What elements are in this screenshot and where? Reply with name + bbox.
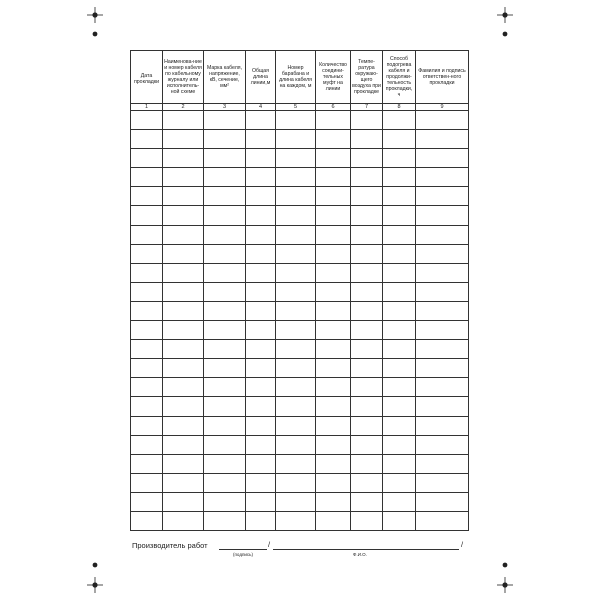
table-cell[interactable] bbox=[276, 301, 316, 320]
table-cell[interactable] bbox=[351, 301, 383, 320]
table-cell[interactable] bbox=[246, 473, 276, 492]
table-row bbox=[131, 435, 469, 454]
table-cell[interactable] bbox=[351, 168, 383, 187]
column-number: 3 bbox=[204, 104, 246, 111]
table-cell[interactable] bbox=[246, 397, 276, 416]
table-cell[interactable] bbox=[276, 321, 316, 340]
blank-rows bbox=[131, 111, 469, 531]
table-row bbox=[131, 492, 469, 511]
table-cell[interactable] bbox=[204, 149, 246, 168]
table-row bbox=[131, 301, 469, 320]
table-cell[interactable] bbox=[351, 263, 383, 282]
col-header-responsible: Фамилия и подпись ответствен-ного прокладки bbox=[416, 51, 469, 104]
table-cell[interactable] bbox=[131, 111, 163, 130]
corner-dot-bottom-right bbox=[502, 562, 508, 568]
table-cell[interactable] bbox=[351, 435, 383, 454]
table-row bbox=[131, 168, 469, 187]
table-cell[interactable] bbox=[416, 397, 469, 416]
table-cell[interactable] bbox=[351, 511, 383, 530]
table-cell[interactable] bbox=[163, 321, 204, 340]
table-cell[interactable] bbox=[351, 130, 383, 149]
col-header-drum-number: Номер барабана и длина кабеля на каждом, м bbox=[276, 51, 316, 104]
table-cell[interactable] bbox=[204, 378, 246, 397]
table-cell[interactable] bbox=[163, 416, 204, 435]
table-cell[interactable] bbox=[131, 244, 163, 263]
table-cell[interactable] bbox=[383, 168, 416, 187]
table-cell[interactable] bbox=[276, 340, 316, 359]
table-cell[interactable] bbox=[383, 511, 416, 530]
table-cell[interactable] bbox=[416, 244, 469, 263]
table-cell[interactable] bbox=[416, 492, 469, 511]
table-cell[interactable] bbox=[204, 244, 246, 263]
table-cell[interactable] bbox=[246, 263, 276, 282]
table-cell[interactable] bbox=[131, 435, 163, 454]
table-cell[interactable] bbox=[204, 225, 246, 244]
col-header-cable-name: Наименова-ние и номер кабеля по кабельному журналу или исполнитель-ной схеме bbox=[163, 51, 204, 104]
table-cell[interactable] bbox=[163, 378, 204, 397]
table-row bbox=[131, 454, 469, 473]
table-cell[interactable] bbox=[383, 378, 416, 397]
table-cell[interactable] bbox=[163, 187, 204, 206]
table-cell[interactable] bbox=[246, 187, 276, 206]
table-cell[interactable] bbox=[351, 225, 383, 244]
table-cell[interactable] bbox=[383, 225, 416, 244]
col-header-cable-brand: Марка кабеля, напряжение, кВ, сечение, мм² bbox=[204, 51, 246, 104]
table-row bbox=[131, 321, 469, 340]
table-cell[interactable] bbox=[204, 206, 246, 225]
table-cell[interactable] bbox=[316, 473, 351, 492]
table-cell[interactable] bbox=[246, 511, 276, 530]
table-cell[interactable] bbox=[276, 149, 316, 168]
table-cell[interactable] bbox=[163, 282, 204, 301]
table-cell[interactable] bbox=[204, 416, 246, 435]
table-cell[interactable] bbox=[163, 397, 204, 416]
table-cell[interactable] bbox=[383, 187, 416, 206]
table-cell[interactable] bbox=[204, 397, 246, 416]
table-cell[interactable] bbox=[131, 187, 163, 206]
signature-block bbox=[130, 541, 475, 561]
table-cell[interactable] bbox=[246, 168, 276, 187]
column-number: 6 bbox=[316, 104, 351, 111]
table-row bbox=[131, 282, 469, 301]
column-number: 1 bbox=[131, 104, 163, 111]
table-cell[interactable] bbox=[246, 378, 276, 397]
table-row bbox=[131, 206, 469, 225]
col-header-heating: Способ подогрева кабеля и продолжи-тельность прокладки, ч bbox=[383, 51, 416, 104]
table-cell[interactable] bbox=[351, 454, 383, 473]
table-cell[interactable] bbox=[204, 301, 246, 320]
table-cell[interactable] bbox=[131, 359, 163, 378]
table-cell[interactable] bbox=[131, 130, 163, 149]
crop-mark-bottom-right bbox=[497, 577, 513, 593]
table-cell[interactable] bbox=[276, 282, 316, 301]
table-cell[interactable] bbox=[163, 263, 204, 282]
table-cell[interactable] bbox=[383, 130, 416, 149]
table-cell[interactable] bbox=[351, 149, 383, 168]
table-cell[interactable] bbox=[246, 244, 276, 263]
table-cell[interactable] bbox=[276, 511, 316, 530]
table-cell[interactable] bbox=[163, 340, 204, 359]
table-cell[interactable] bbox=[416, 473, 469, 492]
crop-mark-bottom-left bbox=[87, 577, 103, 593]
column-number-row bbox=[131, 104, 469, 111]
table-cell[interactable] bbox=[316, 149, 351, 168]
table-cell[interactable] bbox=[316, 435, 351, 454]
table-cell[interactable] bbox=[163, 301, 204, 320]
table-cell[interactable] bbox=[131, 282, 163, 301]
table-row bbox=[131, 244, 469, 263]
table-cell[interactable] bbox=[131, 263, 163, 282]
table-cell[interactable] bbox=[316, 416, 351, 435]
table-cell[interactable] bbox=[246, 282, 276, 301]
table-cell[interactable] bbox=[163, 111, 204, 130]
table-cell[interactable] bbox=[416, 454, 469, 473]
table-cell[interactable] bbox=[163, 206, 204, 225]
table-cell[interactable] bbox=[351, 340, 383, 359]
table-cell[interactable] bbox=[204, 473, 246, 492]
table-cell[interactable] bbox=[276, 492, 316, 511]
column-number: 5 bbox=[276, 104, 316, 111]
table-cell[interactable] bbox=[416, 340, 469, 359]
table-cell[interactable] bbox=[383, 454, 416, 473]
table-cell[interactable] bbox=[416, 321, 469, 340]
table-cell[interactable] bbox=[131, 168, 163, 187]
table-cell[interactable] bbox=[316, 244, 351, 263]
col-header-total-length: Общая длина линии,м bbox=[246, 51, 276, 104]
table-cell[interactable] bbox=[204, 187, 246, 206]
table-cell[interactable] bbox=[204, 321, 246, 340]
work-producer-label: Производитель работ bbox=[132, 541, 208, 550]
table-cell[interactable] bbox=[276, 397, 316, 416]
slash-separator: / bbox=[268, 540, 271, 549]
table-cell[interactable] bbox=[246, 111, 276, 130]
table-cell[interactable] bbox=[316, 263, 351, 282]
table-cell[interactable] bbox=[163, 359, 204, 378]
table-cell[interactable] bbox=[163, 435, 204, 454]
table-cell[interactable] bbox=[246, 321, 276, 340]
table-cell[interactable] bbox=[316, 359, 351, 378]
table-cell[interactable] bbox=[276, 206, 316, 225]
table-cell[interactable] bbox=[276, 378, 316, 397]
table-row bbox=[131, 416, 469, 435]
table-cell[interactable] bbox=[204, 492, 246, 511]
table-row bbox=[131, 149, 469, 168]
table-cell[interactable] bbox=[316, 187, 351, 206]
table-cell[interactable] bbox=[316, 168, 351, 187]
slash-separator: / bbox=[461, 540, 464, 549]
table-cell[interactable] bbox=[204, 340, 246, 359]
table-row bbox=[131, 340, 469, 359]
table-cell[interactable] bbox=[316, 321, 351, 340]
table-row bbox=[131, 511, 469, 530]
table-cell[interactable] bbox=[163, 454, 204, 473]
table-cell[interactable] bbox=[163, 225, 204, 244]
table-cell[interactable] bbox=[276, 416, 316, 435]
table-cell[interactable] bbox=[351, 321, 383, 340]
table-cell[interactable] bbox=[276, 244, 316, 263]
col-header-date: Дата прокладки bbox=[131, 51, 163, 104]
table-cell[interactable] bbox=[131, 397, 163, 416]
corner-dot-top-left bbox=[92, 31, 98, 37]
table-cell[interactable] bbox=[383, 397, 416, 416]
table-cell[interactable] bbox=[246, 435, 276, 454]
table-cell[interactable] bbox=[276, 263, 316, 282]
table-cell[interactable] bbox=[276, 111, 316, 130]
table-cell[interactable] bbox=[316, 511, 351, 530]
table-cell[interactable] bbox=[416, 149, 469, 168]
column-number: 9 bbox=[416, 104, 469, 111]
table-cell[interactable] bbox=[351, 416, 383, 435]
table-cell[interactable] bbox=[131, 301, 163, 320]
table-cell[interactable] bbox=[246, 301, 276, 320]
table-row bbox=[131, 263, 469, 282]
table-cell[interactable] bbox=[416, 435, 469, 454]
table-cell[interactable] bbox=[416, 187, 469, 206]
table-cell[interactable] bbox=[383, 359, 416, 378]
table-cell[interactable] bbox=[131, 492, 163, 511]
table-cell[interactable] bbox=[351, 244, 383, 263]
table-cell[interactable] bbox=[351, 187, 383, 206]
table-cell[interactable] bbox=[204, 454, 246, 473]
table-cell[interactable] bbox=[276, 473, 316, 492]
table-cell[interactable] bbox=[383, 301, 416, 320]
table-cell[interactable] bbox=[246, 149, 276, 168]
column-number: 4 bbox=[246, 104, 276, 111]
table-cell[interactable] bbox=[131, 340, 163, 359]
table-cell[interactable] bbox=[383, 282, 416, 301]
table-cell[interactable] bbox=[416, 263, 469, 282]
table-cell[interactable] bbox=[316, 111, 351, 130]
table-cell[interactable] bbox=[163, 473, 204, 492]
table-cell[interactable] bbox=[163, 149, 204, 168]
table-cell[interactable] bbox=[316, 492, 351, 511]
table-cell[interactable] bbox=[316, 340, 351, 359]
table-cell[interactable] bbox=[383, 111, 416, 130]
table-cell[interactable] bbox=[131, 149, 163, 168]
corner-dot-bottom-left bbox=[92, 562, 98, 568]
table-cell[interactable] bbox=[204, 282, 246, 301]
table-cell[interactable] bbox=[276, 359, 316, 378]
table-cell[interactable] bbox=[131, 206, 163, 225]
table-cell[interactable] bbox=[351, 473, 383, 492]
table-cell[interactable] bbox=[131, 378, 163, 397]
table-cell[interactable] bbox=[246, 225, 276, 244]
table-cell[interactable] bbox=[383, 473, 416, 492]
table-cell[interactable] bbox=[204, 130, 246, 149]
table-cell[interactable] bbox=[246, 206, 276, 225]
table-cell[interactable] bbox=[416, 130, 469, 149]
table-cell[interactable] bbox=[246, 130, 276, 149]
table-cell[interactable] bbox=[204, 111, 246, 130]
table-cell[interactable] bbox=[246, 454, 276, 473]
table-cell[interactable] bbox=[416, 168, 469, 187]
table-cell[interactable] bbox=[416, 282, 469, 301]
table-cell[interactable] bbox=[204, 511, 246, 530]
table-cell[interactable] bbox=[316, 397, 351, 416]
crop-mark-top-right bbox=[497, 7, 513, 23]
full-name-line[interactable] bbox=[273, 549, 459, 550]
table-cell[interactable] bbox=[316, 282, 351, 301]
signature-caption: (подпись) bbox=[232, 552, 253, 557]
table-cell[interactable] bbox=[416, 359, 469, 378]
table-row bbox=[131, 111, 469, 130]
table-cell[interactable] bbox=[416, 301, 469, 320]
table-cell[interactable] bbox=[383, 206, 416, 225]
table-cell[interactable] bbox=[351, 378, 383, 397]
table-cell[interactable] bbox=[351, 359, 383, 378]
signature-line[interactable] bbox=[219, 549, 267, 550]
table-cell[interactable] bbox=[416, 511, 469, 530]
table-row bbox=[131, 378, 469, 397]
table-row bbox=[131, 359, 469, 378]
table-cell[interactable] bbox=[276, 454, 316, 473]
table-cell[interactable] bbox=[416, 206, 469, 225]
table-cell[interactable] bbox=[416, 111, 469, 130]
table-cell[interactable] bbox=[383, 340, 416, 359]
table-cell[interactable] bbox=[316, 225, 351, 244]
table-row bbox=[131, 397, 469, 416]
table-cell[interactable] bbox=[131, 321, 163, 340]
table-cell[interactable] bbox=[383, 244, 416, 263]
table-cell[interactable] bbox=[276, 130, 316, 149]
table-cell[interactable] bbox=[276, 435, 316, 454]
table-cell[interactable] bbox=[276, 187, 316, 206]
table-cell[interactable] bbox=[131, 454, 163, 473]
table-cell[interactable] bbox=[163, 244, 204, 263]
table-cell[interactable] bbox=[351, 397, 383, 416]
corner-dot-top-right bbox=[502, 31, 508, 37]
table-cell[interactable] bbox=[131, 416, 163, 435]
table-cell[interactable] bbox=[416, 378, 469, 397]
table-cell[interactable] bbox=[163, 511, 204, 530]
table-cell[interactable] bbox=[204, 359, 246, 378]
table-cell[interactable] bbox=[163, 130, 204, 149]
table-cell[interactable] bbox=[383, 492, 416, 511]
table-cell[interactable] bbox=[316, 378, 351, 397]
table-cell[interactable] bbox=[204, 263, 246, 282]
table-cell[interactable] bbox=[131, 225, 163, 244]
crop-mark-top-left bbox=[87, 7, 103, 23]
table-cell[interactable] bbox=[246, 492, 276, 511]
table-cell[interactable] bbox=[316, 301, 351, 320]
table-cell[interactable] bbox=[383, 149, 416, 168]
table-cell[interactable] bbox=[416, 225, 469, 244]
table-cell[interactable] bbox=[351, 492, 383, 511]
table-cell[interactable] bbox=[351, 282, 383, 301]
table-cell[interactable] bbox=[383, 435, 416, 454]
table-cell[interactable] bbox=[276, 225, 316, 244]
table-cell[interactable] bbox=[416, 416, 469, 435]
column-number: 8 bbox=[383, 104, 416, 111]
table-cell[interactable] bbox=[163, 168, 204, 187]
table-cell[interactable] bbox=[316, 206, 351, 225]
column-number: 7 bbox=[351, 104, 383, 111]
col-header-temperature: Темпе-ратура окружаю-щего воздуха при прокладке bbox=[351, 51, 383, 104]
table-cell[interactable] bbox=[131, 511, 163, 530]
table-cell[interactable] bbox=[351, 206, 383, 225]
table-cell[interactable] bbox=[204, 168, 246, 187]
table-cell[interactable] bbox=[246, 340, 276, 359]
table-cell[interactable] bbox=[131, 473, 163, 492]
table-row bbox=[131, 473, 469, 492]
cable-laying-table bbox=[130, 50, 469, 531]
table-cell[interactable] bbox=[204, 435, 246, 454]
table-row bbox=[131, 187, 469, 206]
table-cell[interactable] bbox=[316, 454, 351, 473]
table-cell[interactable] bbox=[246, 359, 276, 378]
table-row bbox=[131, 225, 469, 244]
table-cell[interactable] bbox=[316, 130, 351, 149]
table-cell[interactable] bbox=[163, 492, 204, 511]
table-cell[interactable] bbox=[351, 111, 383, 130]
table-row bbox=[131, 130, 469, 149]
full-name-caption: Ф.И.О. bbox=[353, 552, 367, 557]
table-cell[interactable] bbox=[383, 263, 416, 282]
table-cell[interactable] bbox=[246, 416, 276, 435]
column-number: 2 bbox=[163, 104, 204, 111]
table-cell[interactable] bbox=[383, 321, 416, 340]
table-cell[interactable] bbox=[383, 416, 416, 435]
col-header-couplings: Количество соедини-тельных муфт на линии bbox=[316, 51, 351, 104]
header-row bbox=[131, 51, 469, 104]
table-cell[interactable] bbox=[276, 168, 316, 187]
